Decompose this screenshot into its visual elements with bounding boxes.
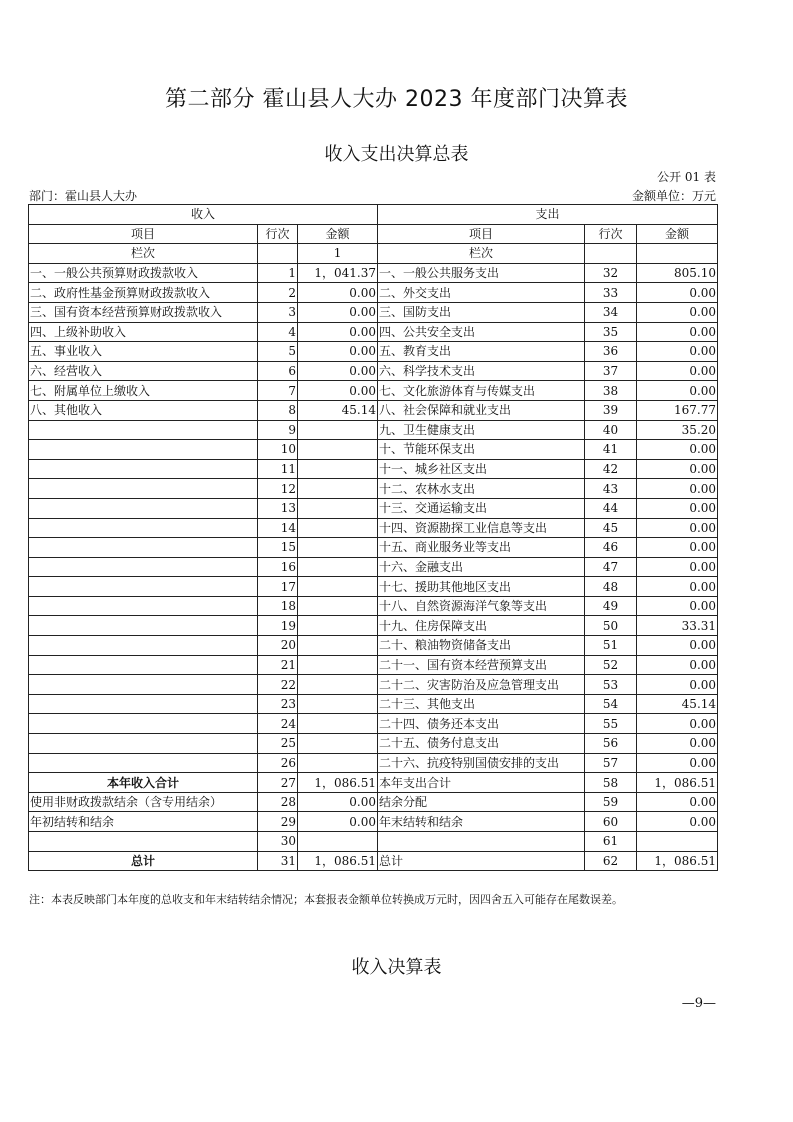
table-row — [29, 498, 718, 518]
expense-item-cell: 四、公共安全支出 — [378, 322, 585, 342]
table-row — [29, 557, 718, 577]
expense-line-cell: 40 — [585, 420, 637, 440]
lanci-blank — [258, 244, 298, 264]
income-line-cell: 25 — [258, 734, 298, 754]
income-line-cell: 20 — [258, 636, 298, 656]
income-line-cell: 13 — [258, 498, 298, 518]
income-item-cell — [29, 832, 258, 852]
table-row — [29, 479, 718, 499]
income-amount-cell: 0.00 — [298, 322, 378, 342]
income-amount-cell: 0.00 — [298, 342, 378, 362]
expense-item-cell: 总计 — [378, 851, 585, 871]
expense-amount-cell: 0.00 — [637, 714, 718, 734]
table-row — [29, 440, 718, 460]
table-row — [29, 655, 718, 675]
expense-amount-cell: 0.00 — [637, 655, 718, 675]
income-amount-cell — [298, 498, 378, 518]
col-header-item-expense: 项目 — [378, 224, 585, 244]
table-row — [29, 714, 718, 734]
expense-amount-cell: 0.00 — [637, 596, 718, 616]
expense-line-cell: 35 — [585, 322, 637, 342]
expense-amount-cell: 0.00 — [637, 459, 718, 479]
expense-item-cell: 二十、粮油物资储备支出 — [378, 636, 585, 656]
expense-item-cell: 九、卫生健康支出 — [378, 420, 585, 440]
expense-item-cell: 本年支出合计 — [378, 773, 585, 793]
expense-line-cell: 58 — [585, 773, 637, 793]
income-item-cell: 四、上级补助收入 — [29, 322, 258, 342]
income-line-cell: 4 — [258, 322, 298, 342]
income-amount-cell: 0.00 — [298, 302, 378, 322]
page-number: —9— — [681, 996, 716, 1011]
income-item-cell — [29, 459, 258, 479]
income-line-cell: 24 — [258, 714, 298, 734]
expense-amount-cell: 0.00 — [637, 734, 718, 754]
income-item-cell: 使用非财政拨款结余（含专用结余） — [29, 792, 258, 812]
income-item-cell — [29, 596, 258, 616]
income-amount-cell — [298, 655, 378, 675]
table-row — [29, 616, 718, 636]
expense-amount-cell: 0.00 — [637, 812, 718, 832]
expense-item-cell: 十一、城乡社区支出 — [378, 459, 585, 479]
expense-line-cell: 53 — [585, 675, 637, 695]
expense-amount-cell: 0.00 — [637, 322, 718, 342]
table-row — [29, 812, 718, 832]
income-line-cell: 21 — [258, 655, 298, 675]
expense-line-cell: 43 — [585, 479, 637, 499]
income-item-cell: 年初结转和结余 — [29, 812, 258, 832]
expense-line-cell: 49 — [585, 596, 637, 616]
expense-amount-cell: 805.10 — [637, 263, 718, 283]
income-item-cell — [29, 479, 258, 499]
income-line-cell: 26 — [258, 753, 298, 773]
table-row — [29, 381, 718, 401]
income-item-cell — [29, 753, 258, 773]
income-item-cell: 总计 — [29, 851, 258, 871]
income-item-cell — [29, 636, 258, 656]
income-item-cell: 三、国有资本经营预算财政拨款收入 — [29, 302, 258, 322]
income-amount-cell — [298, 479, 378, 499]
income-item-cell: 七、附属单位上缴收入 — [29, 381, 258, 401]
income-line-cell: 15 — [258, 538, 298, 558]
expense-item-cell: 年末结转和结余 — [378, 812, 585, 832]
expense-amount-cell: 0.00 — [637, 753, 718, 773]
income-item-cell — [29, 440, 258, 460]
expense-item-cell: 五、教育支出 — [378, 342, 585, 362]
income-amount-cell — [298, 734, 378, 754]
expense-amount-cell: 0.00 — [637, 361, 718, 381]
expense-amount-cell: 0.00 — [637, 636, 718, 656]
expense-line-cell: 32 — [585, 263, 637, 283]
income-line-cell: 28 — [258, 792, 298, 812]
lanci-blank-amount — [637, 244, 718, 264]
income-line-cell: 27 — [258, 773, 298, 793]
expense-item-cell: 十七、援助其他地区支出 — [378, 577, 585, 597]
expense-line-cell: 56 — [585, 734, 637, 754]
income-amount-cell — [298, 518, 378, 538]
expense-item-cell: 十四、资源勘探工业信息等支出 — [378, 518, 585, 538]
income-amount-cell: 1，086.51 — [298, 851, 378, 871]
expense-amount-cell: 0.00 — [637, 283, 718, 303]
expense-item-cell: 二十一、国有资本经营预算支出 — [378, 655, 585, 675]
table-row — [29, 851, 718, 871]
table-row — [29, 342, 718, 362]
income-amount-cell — [298, 832, 378, 852]
expense-amount-cell: 0.00 — [637, 538, 718, 558]
lanci-value: 1 — [298, 244, 378, 264]
lanci-label-expense: 栏次 — [378, 244, 585, 264]
expense-item-cell: 二十三、其他支出 — [378, 694, 585, 714]
income-line-cell: 17 — [258, 577, 298, 597]
expense-line-cell: 39 — [585, 400, 637, 420]
expense-item-cell: 六、科学技术支出 — [378, 361, 585, 381]
expense-amount-cell: 167.77 — [637, 400, 718, 420]
table-row — [29, 675, 718, 695]
expense-line-cell: 38 — [585, 381, 637, 401]
expense-amount-cell: 0.00 — [637, 479, 718, 499]
income-amount-cell — [298, 694, 378, 714]
expense-amount-cell: 0.00 — [637, 792, 718, 812]
expense-header: 支出 — [378, 205, 718, 225]
income-item-cell — [29, 577, 258, 597]
expense-item-cell: 十六、金融支出 — [378, 557, 585, 577]
income-item-cell — [29, 714, 258, 734]
table-row — [29, 734, 718, 754]
expense-item-cell — [378, 832, 585, 852]
table-row — [29, 773, 718, 793]
table-row — [29, 636, 718, 656]
unit-label: 金额单位：万元 — [631, 189, 716, 203]
col-header-amount-expense: 金额 — [637, 224, 718, 244]
income-line-cell: 18 — [258, 596, 298, 616]
income-item-cell — [29, 498, 258, 518]
lanci-label: 栏次 — [29, 244, 258, 264]
expense-line-cell: 41 — [585, 440, 637, 460]
income-line-cell: 5 — [258, 342, 298, 362]
expense-amount-cell: 45.14 — [637, 694, 718, 714]
expense-line-cell: 52 — [585, 655, 637, 675]
income-item-cell — [29, 557, 258, 577]
expense-item-cell: 十、节能环保支出 — [378, 440, 585, 460]
table-row — [29, 753, 718, 773]
income-amount-cell — [298, 675, 378, 695]
income-line-cell: 29 — [258, 812, 298, 832]
income-amount-cell — [298, 459, 378, 479]
income-line-cell: 14 — [258, 518, 298, 538]
expense-item-cell: 十五、商业服务业等支出 — [378, 538, 585, 558]
expense-item-cell: 十八、自然资源海洋气象等支出 — [378, 596, 585, 616]
income-item-cell — [29, 616, 258, 636]
income-item-cell — [29, 518, 258, 538]
income-amount-cell — [298, 440, 378, 460]
income-amount-cell — [298, 557, 378, 577]
income-amount-cell: 0.00 — [298, 381, 378, 401]
table-footnote: 注：本表反映部门本年度的总收支和年末结转结余情况；本套报表金额单位转换成万元时，因四舍五入可能存在尾数误差。 — [29, 893, 623, 906]
income-amount-cell: 0.00 — [298, 792, 378, 812]
table-row — [29, 832, 718, 852]
lanci-blank-expense — [585, 244, 637, 264]
income-line-cell: 10 — [258, 440, 298, 460]
expense-amount-cell — [637, 832, 718, 852]
income-amount-cell — [298, 538, 378, 558]
income-item-cell — [29, 538, 258, 558]
expense-item-cell: 十三、交通运输支出 — [378, 498, 585, 518]
expense-line-cell: 45 — [585, 518, 637, 538]
table-row — [29, 459, 718, 479]
expense-item-cell: 二十五、债务付息支出 — [378, 734, 585, 754]
income-item-cell: 本年收入合计 — [29, 773, 258, 793]
income-item-cell: 一、一般公共预算财政拨款收入 — [29, 263, 258, 283]
income-amount-cell: 0.00 — [298, 812, 378, 832]
income-item-cell: 五、事业收入 — [29, 342, 258, 362]
income-item-cell — [29, 734, 258, 754]
table-row — [29, 577, 718, 597]
income-amount-cell: 0.00 — [298, 283, 378, 303]
income-item-cell: 二、政府性基金预算财政拨款收入 — [29, 283, 258, 303]
income-line-cell: 9 — [258, 420, 298, 440]
expense-amount-cell: 0.00 — [637, 577, 718, 597]
table-row — [29, 420, 718, 440]
expense-line-cell: 36 — [585, 342, 637, 362]
expense-line-cell: 51 — [585, 636, 637, 656]
table-row — [29, 792, 718, 812]
income-item-cell: 六、经营收入 — [29, 361, 258, 381]
expense-line-cell: 48 — [585, 577, 637, 597]
income-line-cell: 12 — [258, 479, 298, 499]
table-row — [29, 283, 718, 303]
col-header-line-expense: 行次 — [585, 224, 637, 244]
income-line-cell: 11 — [258, 459, 298, 479]
expense-item-cell: 八、社会保障和就业支出 — [378, 400, 585, 420]
income-item-cell — [29, 675, 258, 695]
income-line-cell: 7 — [258, 381, 298, 401]
expense-item-cell: 二十四、债务还本支出 — [378, 714, 585, 734]
income-amount-cell — [298, 577, 378, 597]
expense-amount-cell: 1，086.51 — [637, 773, 718, 793]
expense-item-cell: 十二、农林水支出 — [378, 479, 585, 499]
department-label: 部门：霍山县人大办 — [29, 189, 138, 203]
expense-line-cell: 55 — [585, 714, 637, 734]
income-line-cell: 8 — [258, 400, 298, 420]
income-amount-cell — [298, 636, 378, 656]
table-title: 收入支出决算总表 — [324, 144, 469, 165]
expense-item-cell: 三、国防支出 — [378, 302, 585, 322]
income-amount-cell: 1，086.51 — [298, 773, 378, 793]
expense-amount-cell: 1，086.51 — [637, 851, 718, 871]
income-line-cell: 16 — [258, 557, 298, 577]
income-line-cell: 30 — [258, 832, 298, 852]
expense-amount-cell: 0.00 — [637, 440, 718, 460]
income-line-cell: 3 — [258, 302, 298, 322]
income-amount-cell — [298, 714, 378, 734]
income-item-cell — [29, 420, 258, 440]
page-title: 第二部分 霍山县人大办 2023 年度部门决算表 — [165, 87, 628, 112]
table-row — [29, 694, 718, 714]
income-amount-cell: 0.00 — [298, 361, 378, 381]
table-row — [29, 400, 718, 420]
expense-line-cell: 57 — [585, 753, 637, 773]
income-amount-cell — [298, 616, 378, 636]
expense-line-cell: 37 — [585, 361, 637, 381]
expense-item-cell: 结余分配 — [378, 792, 585, 812]
table-row — [29, 263, 718, 283]
expense-line-cell: 44 — [585, 498, 637, 518]
expense-line-cell: 42 — [585, 459, 637, 479]
income-line-cell: 31 — [258, 851, 298, 871]
expense-line-cell: 54 — [585, 694, 637, 714]
table-row — [29, 518, 718, 538]
expense-item-cell: 二十二、灾害防治及应急管理支出 — [378, 675, 585, 695]
next-table-title: 收入决算表 — [351, 957, 442, 978]
income-line-cell: 23 — [258, 694, 298, 714]
expense-item-cell: 二十六、抗疫特别国债安排的支出 — [378, 753, 585, 773]
income-line-cell: 1 — [258, 263, 298, 283]
income-line-cell: 19 — [258, 616, 298, 636]
expense-amount-cell: 0.00 — [637, 557, 718, 577]
expense-line-cell: 33 — [585, 283, 637, 303]
expense-line-cell: 46 — [585, 538, 637, 558]
income-line-cell: 6 — [258, 361, 298, 381]
income-item-cell — [29, 694, 258, 714]
expense-item-cell: 七、文化旅游体育与传媒支出 — [378, 381, 585, 401]
expense-amount-cell: 0.00 — [637, 381, 718, 401]
expense-line-cell: 61 — [585, 832, 637, 852]
form-number: 公开 01 表 — [657, 170, 716, 184]
col-header-amount: 金额 — [298, 224, 378, 244]
income-item-cell: 八、其他收入 — [29, 400, 258, 420]
budget-summary-table — [28, 204, 718, 871]
expense-amount-cell: 33.31 — [637, 616, 718, 636]
expense-line-cell: 47 — [585, 557, 637, 577]
income-amount-cell: 1，041.37 — [298, 263, 378, 283]
expense-line-cell: 50 — [585, 616, 637, 636]
expense-item-cell: 十九、住房保障支出 — [378, 616, 585, 636]
table-row — [29, 538, 718, 558]
expense-item-cell: 二、外交支出 — [378, 283, 585, 303]
expense-amount-cell: 0.00 — [637, 518, 718, 538]
expense-line-cell: 62 — [585, 851, 637, 871]
expense-line-cell: 60 — [585, 812, 637, 832]
expense-amount-cell: 0.00 — [637, 498, 718, 518]
income-amount-cell — [298, 420, 378, 440]
income-header: 收入 — [29, 205, 378, 225]
table-row — [29, 302, 718, 322]
col-header-line: 行次 — [258, 224, 298, 244]
income-amount-cell — [298, 753, 378, 773]
expense-item-cell: 一、一般公共服务支出 — [378, 263, 585, 283]
expense-line-cell: 59 — [585, 792, 637, 812]
income-amount-cell — [298, 596, 378, 616]
expense-amount-cell: 0.00 — [637, 342, 718, 362]
table-row — [29, 322, 718, 342]
table-row — [29, 361, 718, 381]
expense-amount-cell: 0.00 — [637, 675, 718, 695]
income-item-cell — [29, 655, 258, 675]
expense-amount-cell: 0.00 — [637, 302, 718, 322]
income-line-cell: 22 — [258, 675, 298, 695]
expense-amount-cell: 35.20 — [637, 420, 718, 440]
expense-line-cell: 34 — [585, 302, 637, 322]
table-row — [29, 596, 718, 616]
col-header-item: 项目 — [29, 224, 258, 244]
income-line-cell: 2 — [258, 283, 298, 303]
income-amount-cell: 45.14 — [298, 400, 378, 420]
